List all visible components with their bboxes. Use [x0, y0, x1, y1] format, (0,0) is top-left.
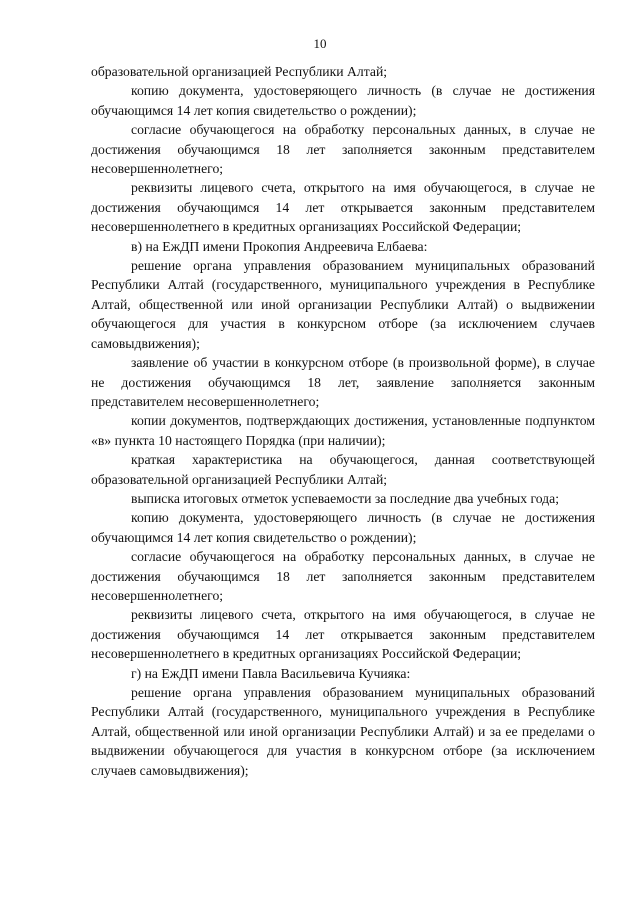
- paragraph-identity-document-copy: копию документа, удостоверяющего личность (в случае не достижения обучающимся 14 лет копия свидетельство о рождении);: [91, 83, 595, 118]
- page-number: 10: [313, 36, 327, 51]
- paragraph-characteristic: краткая характеристика на обучающегося, данная соответствующей образовательной организацией Республики Алтай;: [91, 452, 595, 487]
- document-body: [91, 62, 595, 780]
- paragraph-achievement-documents: копии документов, подтверждающих достижения, установленные подпунктом «в» пункта 10 настоящего Порядка (при наличии);: [91, 413, 595, 448]
- paragraph-application: заявление об участии в конкурсном отборе (в произвольной форме), в случае не достижения обучающимся 18 лет, заявление заполняется законным представителем несовершеннолетнего;: [91, 355, 595, 409]
- paragraph-nomination-decision: решение органа управления образованием муниципальных образований Республики Алтай (государственного, муниципального учреждения в Республике Алтай, общественной или иной организации Республики Алтай) о выдвижении обучающегося для участия в конкурсном отборе (за исключением случаев самовыдвижения);: [91, 258, 595, 351]
- paragraph-grades-extract: выписка итоговых отметок успеваемости за последние два учебных года;: [131, 490, 560, 506]
- paragraph-nomination-decision-2: решение органа управления образованием муниципальных образований Республики Алтай (государственного, муниципального учреждения в Республике Алтай, общественной или иной организации Республики Алтай) и за ее пределами о выдвижении обучающегося для участия в конкурсном отборе (за исключением случаев самовыдвижения);: [91, 685, 595, 778]
- subsection-heading-v: в) на ЕжДП имени Прокопия Андреевича Елбаева:: [131, 238, 428, 254]
- subsection-heading-g: г) на ЕжДП имени Павла Васильевича Кучияка:: [131, 665, 411, 681]
- paragraph-personal-data-consent: согласие обучающегося на обработку персональных данных, в случае не достижения обучающимся 18 лет заполняется законным представителем несовершеннолетнего;: [91, 122, 595, 177]
- paragraph-personal-data-consent-2: согласие обучающегося на обработку персональных данных, в случае не достижения обучающимся 18 лет заполняется законным представителем несовершеннолетнего;: [91, 549, 595, 603]
- paragraph-account-details: реквизиты лицевого счета, открытого на имя обучающегося, в случае не достижения обучающимся 14 лет открывается законным представителем несовершеннолетнего в кредитных организациях Российской Федерации;: [91, 180, 595, 235]
- paragraph-continuation: образовательной организацией Республики Алтай;: [91, 64, 388, 79]
- paragraph-identity-document-copy-2: копию документа, удостоверяющего личность (в случае не достижения обучающимся 14 лет копия свидетельство о рождении);: [91, 510, 595, 545]
- paragraph-account-details-2: реквизиты лицевого счета, открытого на имя обучающегося, в случае не достижения обучающимся 14 лет открывается законным представителем несовершеннолетнего в кредитных организациях Российской Федерации;: [91, 607, 595, 662]
